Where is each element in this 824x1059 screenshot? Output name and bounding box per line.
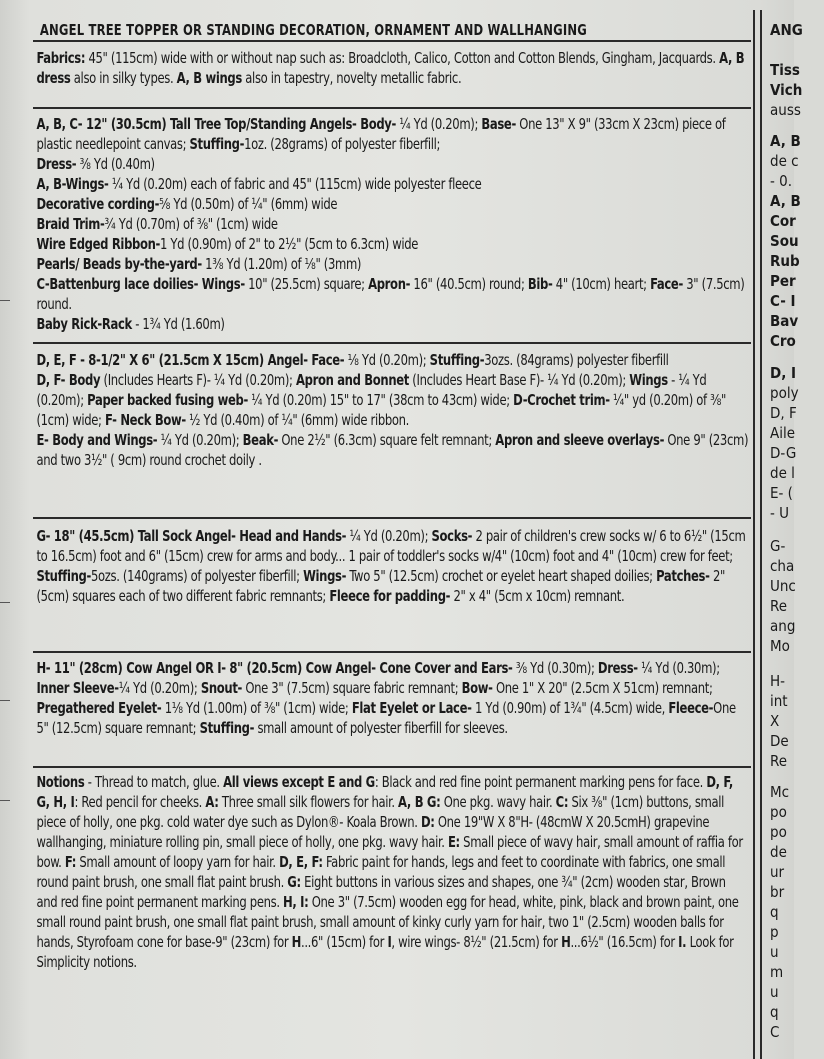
hi-dress: ¼ Yd (0.30m); [637, 659, 720, 677]
overlays-label: Apron and sleeve overlays- [495, 431, 665, 449]
rule-g [33, 651, 751, 653]
side-fragment: Vich [770, 81, 803, 99]
side-fragment: Mo [770, 637, 790, 655]
df-body-label: D, F- Body [36, 371, 101, 389]
fabrics-section [36, 48, 748, 88]
side-fragment: po [770, 803, 787, 821]
notions-text-14: , wire wings- 8½" (21.5cm) for [391, 933, 562, 951]
side-fragment: u [770, 943, 779, 961]
notions-text-3: : Red pencil for cheeks. [74, 793, 206, 811]
abc-base: One 13" X 9" (33cm X 23cm) piece of plastic needlepoint canvas; [36, 115, 726, 153]
side-fragment: E- ( [770, 484, 793, 502]
hi-fleece-label: Fleece- [668, 699, 714, 717]
battenburg: 10" (25.5cm) square; [244, 275, 369, 293]
rule-def [33, 517, 751, 519]
face-label: Face- [650, 275, 683, 293]
hi-stuffing: small amount of polyester fiberfill for sleeves. [254, 719, 508, 737]
edge-mark [0, 700, 10, 701]
pearls-label: Pearls/ Beads by-the-yard- [36, 255, 202, 273]
g-stuffing: 5ozs. (140grams) of polyester fiberfill; [90, 567, 304, 585]
snout: One 3" (7.5cm) square fabric remnant; [242, 679, 462, 697]
side-fragment: G- [770, 537, 786, 555]
side-fragment: X [770, 712, 780, 730]
fabrics-text: 45" (115cm) wide with or without nap such as: Broadcloth, Calico, Cotton and Cotton Blends, Gingham, Jacquards. [85, 49, 720, 67]
rule-abc [33, 342, 751, 344]
g-socks-label: Socks- [431, 527, 473, 545]
flat-eyelet: 1 Yd (0.90m) of 1¾" (4.5cm) wide, [471, 699, 669, 717]
fabrics-label: Fabrics: [36, 49, 86, 67]
df-wings: - ¼ Yd (0.20m); [36, 371, 707, 409]
apron: 16" (40.5cm) round; [410, 275, 528, 293]
notions-label: Notions [36, 773, 85, 791]
bow-label: Bow- [461, 679, 493, 697]
side-fragment: Per [770, 272, 796, 290]
fabrics-ab-dress: A, B dress [36, 49, 745, 87]
side-fragment: auss [770, 101, 801, 119]
def-stuffing: 3ozs. (84grams) polyester fiberfill [484, 351, 669, 369]
notions-section [36, 772, 748, 972]
rule-header [33, 40, 751, 42]
notions-text-6: Six ⅜" (1cm) buttons, small piece of holly, one pkg. cold water dye such as Dylon®- Koala Brown. [36, 793, 725, 831]
notions-h: H [291, 933, 301, 951]
abc-title: A, B, C- 12" (30.5cm) Tall Tree Top/Standing Angels- Body- [36, 115, 396, 133]
side-fragment: m [770, 963, 784, 981]
notions-e: E: [447, 833, 460, 851]
abc-base-label: Base- [481, 115, 516, 133]
g-patches-label: Patches- [656, 567, 710, 585]
hi-fleece: One 5" (12.5cm) square remnant; [36, 699, 736, 737]
notions-text-5: One pkg. wavy hair. [440, 793, 556, 811]
side-fragment: Sou [770, 232, 799, 250]
notions-text-11: Eight buttons in various sizes and shapes, one ¾" (2cm) wooden star, Brown and red fine point permanent marking pens. [36, 873, 726, 911]
inner-sleeve-label: Inner Sleeve- [36, 679, 119, 697]
side-fragment: A, B [770, 132, 801, 150]
notions-hi: H, I: [283, 893, 309, 911]
hi-cone: ⅜ Yd (0.30m); [512, 659, 598, 677]
side-fragment: H- [770, 672, 786, 690]
g-stuffing-label: Stuffing- [36, 567, 91, 585]
cording-label: Decorative cording- [36, 195, 160, 213]
notions-text-10: Fabric paint for hands, legs and feet to coordinate with fabrics, one small round paint brush, one small flat paint brush. [36, 853, 726, 891]
apron-bonnet: (Includes Heart Base F)- ¼ Yd (0.20m); [408, 371, 630, 389]
hi-title: H- 11" (28cm) Cow Angel OR I- 8" (20.5cm) Cow Angel- Cone Cover and Ears- [36, 659, 513, 677]
hi-section [36, 658, 748, 738]
side-fragment: - U [770, 504, 790, 522]
side-fragment: cha [770, 557, 795, 575]
notions-text-2: : Black and red fine point permanent marking pens for face. [374, 773, 707, 791]
side-fragment: C- I [770, 292, 796, 310]
fusing-web-label: Paper backed fusing web- [87, 391, 248, 409]
side-fragment: De [770, 732, 789, 750]
def-face: ⅛ Yd (0.20m); [344, 351, 430, 369]
bib-label: Bib- [527, 275, 553, 293]
side-fragment: br [770, 883, 785, 901]
side-fragment: Aile [770, 424, 796, 442]
column-divider [753, 10, 755, 1059]
g-section [36, 526, 748, 606]
fabrics-text-2: also in silky types. [70, 69, 177, 87]
notions-c: C: [555, 793, 569, 811]
e-body-label: E- Body and Wings- [36, 431, 158, 449]
notions-h-2: H [561, 933, 571, 951]
face: 3" (7.5cm) round. [36, 275, 745, 313]
notions-abg: A, B G: [398, 793, 441, 811]
g-wings-label: Wings- [303, 567, 347, 585]
braid-label: Braid Trim- [36, 215, 105, 233]
hi-dress-label: Dress- [597, 659, 638, 677]
apron-label: Apron- [368, 275, 411, 293]
ab-wings: ¼ Yd (0.20m) each of fabric and 45" (115cm) wide polyester fleece [108, 175, 482, 193]
abc-section [36, 114, 748, 334]
notions-text-7: One 19"W X 8"H- (48cmW X 20.5cmH) grapevine wallhanging, miniature rolling pin, small piece of holly, one pkg. wavy hair. [36, 813, 710, 851]
abc-stuffing: 1oz. (28grams) of polyester fiberfill; [244, 135, 441, 153]
side-fragment: Cro [770, 332, 796, 350]
side-fragment: ur [770, 863, 785, 881]
side-fragment: q [770, 1003, 779, 1021]
bow: One 1" X 20" (2.5cm X 51cm) remnant; [492, 679, 713, 697]
page-title: ANGEL TREE TOPPER OR STANDING DECORATION, ORNAMENT AND WALLHANGING [39, 21, 587, 39]
notions-i: I [387, 933, 392, 951]
side-fragment: A, B [770, 192, 801, 210]
side-fragment: Bav [770, 312, 799, 330]
bib: 4" (10cm) heart; [552, 275, 651, 293]
side-fragment: Rub [770, 252, 800, 270]
crochet-trim: ¼" yd (0.20m) of ⅜" (1cm) wide; [36, 391, 727, 429]
notions-all-views: All views except E and G [223, 773, 375, 791]
notions-text-12: One 3" (7.5cm) wooden egg for head, white, pink, black and brown paint, one small round paint brush, one small flat paint brush, small amount of kinky curly yarn for hair, two 1" (2.5cm) wooden balls for hands, Styrofoam cone for base-9" (23cm) for [36, 893, 739, 951]
g-fleece-label: Fleece for padding- [329, 587, 451, 605]
cording: ⅝ Yd (0.50m) of ¼" (6mm) wide [159, 195, 338, 213]
side-fragment: q [770, 903, 779, 921]
abc-stuffing-label: Stuffing- [189, 135, 245, 153]
pearls: 1⅜ Yd (1.20m) of ⅛" (3mm) [201, 255, 362, 273]
eyelet-label: Pregathered Eyelet- [36, 699, 162, 717]
side-fragment: po [770, 823, 787, 841]
rickrack: - 1¾ Yd (1.60m) [131, 315, 225, 333]
notions-text-9: Small amount of loopy yarn for hair. [76, 853, 280, 871]
apron-bonnet-label: Apron and Bonnet [295, 371, 409, 389]
ribbon-label: Wire Edged Ribbon- [36, 235, 161, 253]
g-wings: Two 5" (12.5cm) crochet or eyelet heart shaped doilies; [346, 567, 657, 585]
side-fragment: D-G [770, 444, 797, 462]
side-fragment: ang [770, 617, 796, 635]
neck-bow-label: F- Neck Bow- [104, 411, 186, 429]
neck-bow: ½ Yd (0.40m) of ¼" (6mm) wide ribbon. [185, 411, 410, 429]
g-patches: 2" (5cm) squares each of two different fabric remnants; [36, 567, 725, 605]
overlays: One 9" (23cm) and two 3½" ( 9cm) round crochet doily . [36, 431, 749, 469]
edge-mark [0, 300, 10, 301]
notions-a: A: [205, 793, 219, 811]
notions-dfghi: D, F, G, H, I [36, 773, 733, 811]
side-fragment: ANG [770, 21, 803, 39]
abc-dress-label: Dress- [36, 155, 77, 173]
notions-i-2: I. [678, 933, 687, 951]
beak: One 2½" (6.3cm) square felt remnant; [278, 431, 496, 449]
g-head: ¼ Yd (0.20m); [346, 527, 432, 545]
snout-label: Snout- [200, 679, 243, 697]
flat-eyelet-label: Flat Eyelet or Lace- [351, 699, 472, 717]
def-section [36, 350, 748, 470]
side-fragment: D, F [770, 404, 797, 422]
fabrics-text-3: also in tapestry, novelty metallic fabric. [241, 69, 462, 87]
column-divider-inner [760, 10, 762, 1059]
side-fragment: u [770, 983, 779, 1001]
side-fragment: - 0. [770, 172, 793, 190]
abc-body: ¼ Yd (0.20m); [395, 115, 482, 133]
side-fragment: p [770, 923, 779, 941]
side-fragment: C [770, 1023, 780, 1041]
notions-text-13: ...6" (15cm) for [300, 933, 388, 951]
notions-f: F: [64, 853, 77, 871]
edge-mark [0, 602, 10, 603]
df-wings-label: Wings [629, 371, 668, 389]
edge-mark [0, 800, 10, 801]
def-title: D, E, F - 8-1/2" X 6" (21.5cm X 15cm) Angel- Face- [36, 351, 345, 369]
inner-sleeve: ¼ Yd (0.20m); [118, 679, 201, 697]
e-body: ¼ Yd (0.20m); [157, 431, 243, 449]
g-fleece: 2" x 4" (5cm x 10cm) remnant. [450, 587, 625, 605]
side-fragment: de l [770, 464, 795, 482]
def-stuffing-label: Stuffing- [429, 351, 485, 369]
notions-d: D: [420, 813, 435, 831]
notions-text-15: ...6½" (16.5cm) for [570, 933, 679, 951]
notions-text-4: Three small silk flowers for hair. [218, 793, 399, 811]
side-fragment: Re [770, 752, 788, 770]
side-fragment: Mc [770, 783, 790, 801]
adjacent-column-clipped [764, 14, 824, 1059]
side-fragment: Cor [770, 212, 796, 230]
rickrack-label: Baby Rick-Rack [36, 315, 132, 333]
g-socks: 2 pair of children's crew socks w/ 6 to 6½" (15cm to 16.5cm) foot and 6" (15cm) crew for arms and body... 1 pair of toddler's socks w/4" (10cm) foot and 4" (10cm) crew for feet; [36, 527, 746, 565]
eyelet: 1⅛ Yd (1.00m) of ⅜" (1cm) wide; [161, 699, 352, 717]
notions-text-16: Look for Simplicity notions. [36, 933, 734, 971]
ab-wings-label: A, B-Wings- [36, 175, 109, 193]
side-fragment: Tiss [770, 61, 800, 79]
side-fragment: de [770, 843, 787, 861]
braid: ¾ Yd (0.70m) of ⅜" (1cm) wide [104, 215, 278, 233]
side-fragment: poly [770, 384, 799, 402]
hi-stuffing-label: Stuffing- [199, 719, 255, 737]
rule-hi [33, 766, 751, 768]
battenburg-label: C-Battenburg lace doilies- Wings- [36, 275, 245, 293]
notions-text: - Thread to match, glue. [84, 773, 224, 791]
fabrics-ab-wings: A, B wings [176, 69, 242, 87]
notions-text-8: Small piece of wavy hair, small amount of raffia for bow. [36, 833, 743, 871]
crochet-trim-label: D-Crochet trim- [513, 391, 610, 409]
rule-fabrics [33, 107, 751, 109]
g-title: G- 18" (45.5cm) Tall Sock Angel- Head and Hands- [36, 527, 347, 545]
notions-g: G: [287, 873, 301, 891]
beak-label: Beak- [242, 431, 279, 449]
side-fragment: D, I [770, 364, 797, 382]
ribbon: 1 Yd (0.90m) of 2" to 2½" (5cm to 6.3cm) wide [160, 235, 419, 253]
df-body: (Includes Hearts F)- ¼ Yd (0.20m); [100, 371, 296, 389]
fusing-web: ¼ Yd (0.20m) 15" to 17" (38cm to 43cm) wide; [247, 391, 514, 409]
side-fragment: de c [770, 152, 799, 170]
abc-dress: ⅜ Yd (0.40m) [76, 155, 155, 173]
side-fragment: Unc [770, 577, 796, 595]
side-fragment: Re [770, 597, 788, 615]
notions-def: D, E, F: [279, 853, 323, 871]
side-fragment: int [770, 692, 788, 710]
